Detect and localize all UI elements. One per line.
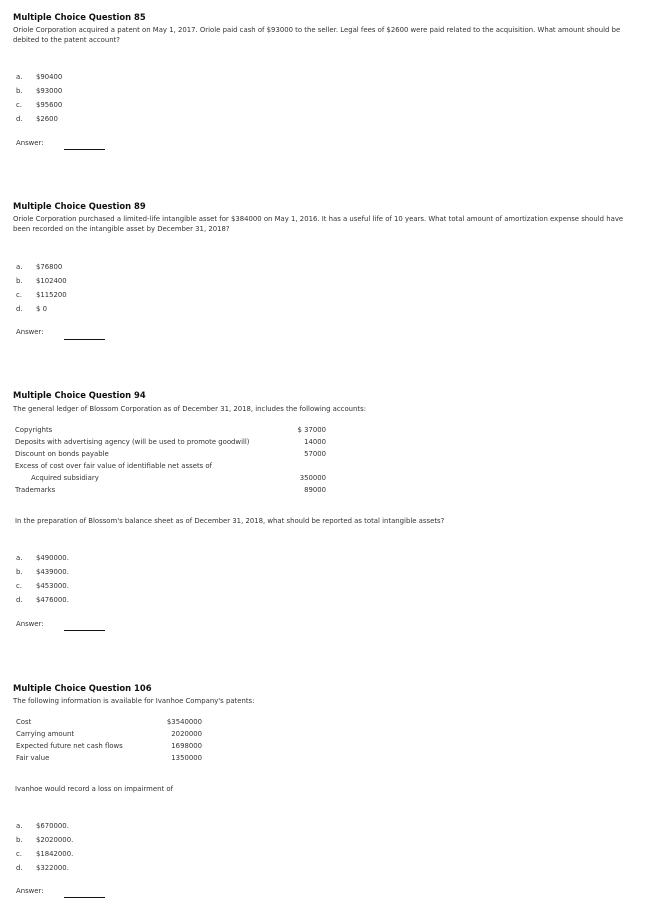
table-row-label: Excess of cost over fair value of identifiable net assets of — [15, 462, 213, 470]
option-letter: d. — [16, 596, 23, 604]
option-value: $670000. — [36, 822, 69, 830]
option-d[interactable] — [0, 596, 200, 606]
question-text: Oriole Corporation acquired a patent on May 1, 2017. Oriole paid cash of $93000 to the seller. Legal fees of $2600 were paid related to the acquisition. What amount should be debited to the patent account? — [13, 26, 621, 44]
option-value: $102400 — [36, 277, 67, 285]
option-letter: b. — [16, 836, 23, 844]
option-a[interactable] — [0, 554, 200, 564]
table-row-label: Acquired subsidiary — [31, 474, 99, 482]
option-letter: c. — [16, 291, 22, 299]
table-row-label: Carrying amount — [16, 730, 75, 738]
option-value: $ 0 — [36, 305, 47, 313]
option-value: $95600 — [36, 101, 63, 109]
answer-input[interactable] — [64, 630, 105, 631]
answer-input[interactable] — [64, 897, 105, 898]
option-value: $93000 — [36, 87, 63, 95]
table-row-label: Trademarks — [15, 486, 56, 494]
option-letter: b. — [16, 87, 23, 95]
option-letter: d. — [16, 115, 23, 123]
question-title: Multiple Choice Question 106 — [13, 683, 152, 693]
table-row-value: 1698000 — [171, 742, 202, 750]
option-value: $490000. — [36, 554, 69, 562]
answer-label: Answer: — [16, 887, 44, 895]
table-row-label: Copyrights — [15, 426, 53, 434]
table-row-value: 57000 — [304, 450, 326, 458]
table-row-label: Discount on bonds payable — [15, 450, 109, 458]
option-value: $2600 — [36, 115, 58, 123]
option-c[interactable] — [0, 850, 200, 860]
option-value: $115200 — [36, 291, 67, 299]
question-title: Multiple Choice Question 89 — [13, 201, 146, 211]
option-b[interactable] — [0, 568, 200, 578]
question-followup: In the preparation of Blossom's balance sheet as of December 31, 2018, what should be reported as total intangible assets? — [15, 517, 445, 525]
option-letter: d. — [16, 305, 23, 313]
option-value: $76800 — [36, 263, 63, 271]
option-value: $322000. — [36, 864, 69, 872]
option-value: $453000. — [36, 582, 69, 590]
question-text: The following information is available for Ivanhoe Company's patents: — [13, 697, 255, 705]
answer-label: Answer: — [16, 328, 44, 336]
option-d[interactable] — [0, 305, 200, 315]
option-value: $476000. — [36, 596, 69, 604]
question-title: Multiple Choice Question 94 — [13, 390, 146, 400]
option-a[interactable] — [0, 263, 200, 273]
option-c[interactable] — [0, 582, 200, 592]
answer-input[interactable] — [64, 149, 105, 150]
option-letter: d. — [16, 864, 23, 872]
option-b[interactable] — [0, 836, 200, 846]
option-letter: b. — [16, 277, 23, 285]
table-row-value: $ 37000 — [297, 426, 326, 434]
answer-label: Answer: — [16, 620, 44, 628]
option-letter: b. — [16, 568, 23, 576]
table-row-value: 89000 — [304, 486, 326, 494]
option-letter: a. — [16, 73, 23, 81]
table-row-label: Expected future net cash flows — [16, 742, 123, 750]
table-row-value: 14000 — [304, 438, 326, 446]
table-row-label: Cost — [16, 718, 32, 726]
option-letter: c. — [16, 101, 22, 109]
answer-label: Answer: — [16, 139, 44, 147]
table-row-label: Fair value — [16, 754, 50, 762]
option-d[interactable] — [0, 864, 200, 874]
table-row-value: $3540000 — [166, 718, 202, 726]
option-b[interactable] — [0, 87, 200, 97]
option-a[interactable] — [0, 73, 200, 83]
option-d[interactable] — [0, 115, 200, 125]
question-text: The general ledger of Blossom Corporation as of December 31, 2018, includes the following accounts: — [13, 405, 367, 413]
option-c[interactable] — [0, 291, 200, 301]
question-text: Oriole Corporation purchased a limited-life intangible asset for $384000 on May 1, 2016. It has a useful life of 10 years. What total amount of amortization expense should have been recorded on the intangible asset by December 31, 2018? — [13, 215, 624, 233]
table-row-value: 1350000 — [171, 754, 202, 762]
option-b[interactable] — [0, 277, 200, 287]
table-row-label: Deposits with advertising agency (will be used to promote goodwill) — [15, 438, 250, 446]
option-value: $1842000. — [36, 850, 74, 858]
option-letter: c. — [16, 582, 22, 590]
table-row-value: 350000 — [299, 474, 326, 482]
option-letter: c. — [16, 850, 22, 858]
answer-input[interactable] — [64, 339, 105, 340]
table-row-value: 2020000 — [171, 730, 202, 738]
option-a[interactable] — [0, 822, 200, 832]
option-c[interactable] — [0, 101, 200, 111]
option-value: $90400 — [36, 73, 63, 81]
option-value: $2020000. — [36, 836, 74, 844]
option-value: $439000. — [36, 568, 69, 576]
option-letter: a. — [16, 554, 23, 562]
option-letter: a. — [16, 822, 23, 830]
question-title: Multiple Choice Question 85 — [13, 12, 146, 22]
question-followup: Ivanhoe would record a loss on impairment of — [15, 785, 173, 793]
option-letter: a. — [16, 263, 23, 271]
